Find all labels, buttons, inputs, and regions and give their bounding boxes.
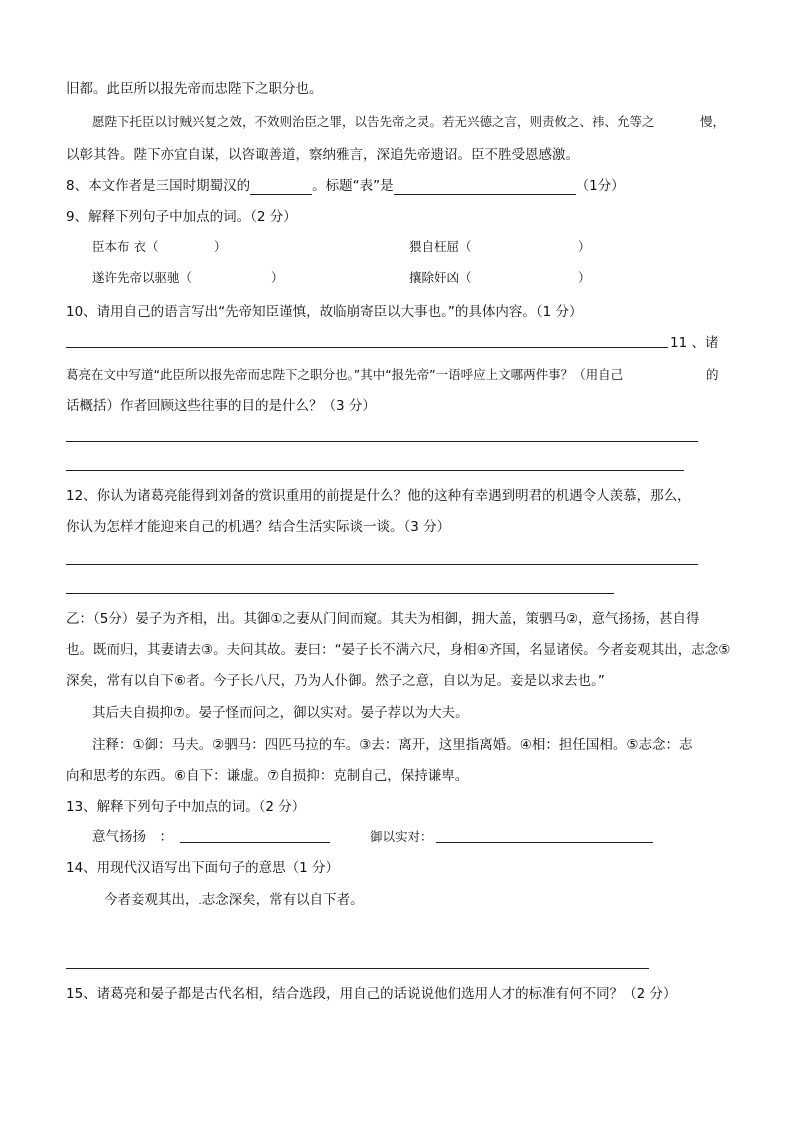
q14-sentence-part-a: 今者妾观其出， [104, 892, 199, 908]
q9-answer-3[interactable] [210, 269, 268, 283]
q8-answer-blank-2[interactable] [394, 180, 576, 195]
q10-answer-line[interactable] [66, 347, 668, 348]
q9-item-3-close: ） [271, 270, 284, 285]
q14-answer-line[interactable] [66, 968, 649, 969]
passage-b-line-1: 乙：（5分）晏子为齐相，出。其御①之妻从门间而窥。其夫为相御，拥大盖，策驷马②，意气扬扬，甚自得 [66, 611, 700, 627]
passage-b-line-4: 其后夫自损抑⑦。晏子怪而问之，御以实对。晏子荐以为大夫。 [92, 705, 469, 721]
q9-item-2: 猥自枉屈（ [409, 239, 472, 254]
question-15: 15、诸葛亮和晏子都是古代名相，结合选段，用自己的话说说他们选用人才的标准有何不同？（2 分） [66, 986, 677, 1002]
q9-item-2-close: ） [578, 239, 591, 254]
q9-answer-2[interactable] [480, 238, 575, 252]
q11-answer-line-1[interactable] [66, 441, 698, 442]
question-10: 10、请用自己的语言写出“先帝知臣谨慎，故临崩寄臣以大事也。”的具体内容。（1 分） [66, 304, 583, 320]
question-14: 14、用现代汉语写出下面句子的意思（1 分） [66, 860, 340, 876]
q8-text-a: 8、本文作者是三国时期蜀汉的 [66, 178, 251, 194]
q9-item-1-close: ） [214, 239, 227, 254]
q13-item-b: 御以实对： [370, 829, 433, 844]
question-12-line-1: 12、你认为诸葛亮能得到刘备的赏识重用的前提是什么？他的这种有幸遇到明君的机遇令人羡慕，那么， [66, 488, 691, 504]
q9-item-3: 遂许先帝以驱驰（ [92, 270, 193, 285]
question-12-line-2: 你认为怎样才能迎来自己的机遇？结合生活实际谈一谈。（3 分） [66, 519, 451, 535]
q12-answer-line-2[interactable] [66, 593, 614, 594]
q12-answer-line-1[interactable] [66, 564, 698, 565]
q8-answer-blank-1[interactable] [250, 180, 312, 195]
passage-a-paragraph-line-2: 以彰其咎。陛下亦宜自谋，以咨诹善道，察纳雅言，深追先帝遗诏。臣不胜受恩感激。 [66, 147, 579, 163]
q13-answer-b[interactable] [436, 842, 653, 843]
q9-item-4: 攘除奸凶（ [409, 270, 472, 285]
question-11-line-2: 葛亮在文中写道“此臣所以报先帝而忠陛下之职分也。”其中“报先帝”一语呼应上文哪两件事？（用自己 [66, 367, 624, 382]
q13-item-a: 意气扬扬 ： [92, 829, 173, 845]
question-11-line-2-tail: 的 [706, 367, 719, 382]
q14-sentence [104, 891, 364, 911]
passage-b-line-3: 深矣，常有以自下⑥者。今子长八尺，乃为人仆御。然子之意，自以为足。妾是以求去也。” [66, 673, 605, 689]
question-11-line-3: 话概括）作者回顾这些往事的目的是什么？（3 分） [66, 398, 376, 414]
q9-item-4-close: ） [578, 270, 591, 285]
q14-sentence-part-b: 志念深矣，常有以自下者。 [201, 892, 364, 908]
q9-item-1: 臣本布 衣（ [92, 239, 159, 254]
q9-answer-4[interactable] [480, 269, 575, 283]
passage-a-paragraph-line-1-tail: 慢， [700, 114, 726, 129]
q8-score: （1分） [575, 178, 625, 194]
passage-b-line-2: 也。既而归，其妻请去③。夫问其故。妻曰：“晏子长不满六尺，身相④齐国，名显诸侯。今者妾观其出，志念⑤ [66, 642, 731, 658]
q13-answer-a[interactable] [180, 842, 330, 843]
passage-a-paragraph-line-1 [92, 113, 655, 131]
dot-mark: . [198, 896, 202, 907]
notes-line-1: 注释：①御：马夫。②驷马：四匹马拉的车。③去：离开，这里指离婚。④相：担任国相。⑤志念：志 [92, 737, 693, 753]
q9-answer-1[interactable] [162, 238, 212, 252]
question-13: 13、解释下列句子中加点的词。（2 分） [66, 799, 306, 815]
question-8 [66, 177, 625, 195]
question-9: 9、解释下列句子中加点的词。（2 分） [66, 209, 297, 225]
passage-a-text: 愿陛下托臣以讨贼兴复之效，不效则治臣之罪，以告先帝之灵。若无兴德之言，则责攸之、祎、允等之 [92, 114, 655, 129]
passage-a-ending: 旧都。此臣所以报先帝而忠陛下之职分也。 [66, 81, 323, 97]
q8-text-b: 。标题“表”是 [312, 178, 394, 194]
notes-line-2: 向和思考的东西。⑥自下：谦虚。⑦自损抑：克制自己，保持谦卑。 [66, 768, 469, 784]
q11-answer-line-2[interactable] [66, 470, 684, 471]
question-11-start: 11 、诸 [670, 335, 719, 351]
